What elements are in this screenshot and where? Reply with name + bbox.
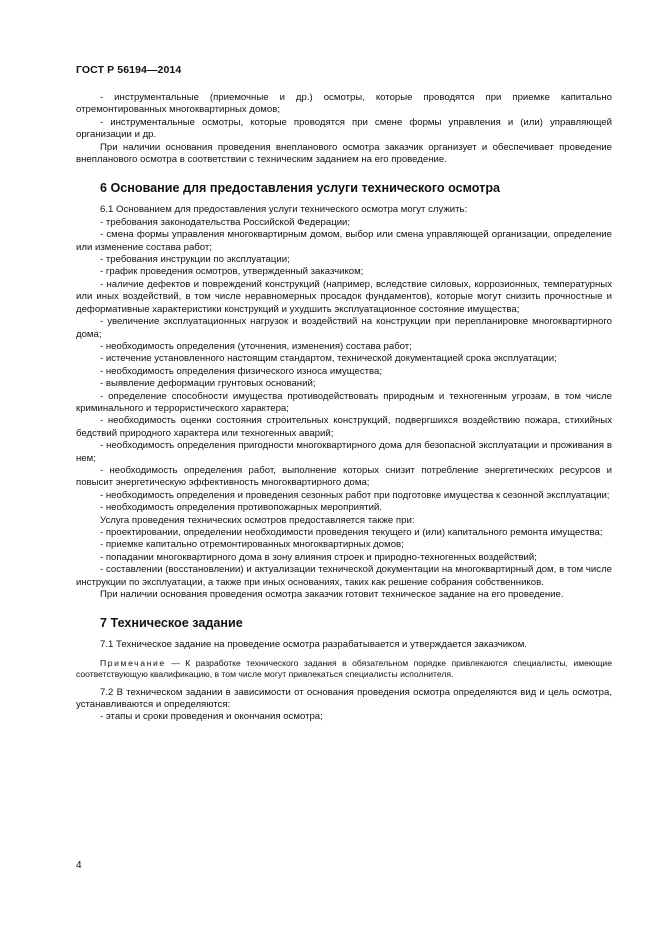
list-item: - требования законодательства Российской Федерации;	[100, 216, 351, 228]
note	[76, 658, 612, 681]
list-item: - необходимость определения работ, выполнение которых снизит потребление энергетических ресурсов и повысит энергетическую эффективность многоквартирного дома;	[76, 464, 612, 489]
list-item: - требования инструкции по эксплуатации;	[100, 254, 290, 266]
list-item: - попадании многоквартирного дома в зону влияния строек и природно-техногенных воздействий;	[100, 551, 537, 563]
document-header: ГОСТ Р 56194—2014	[76, 64, 182, 76]
list-item: - наличие дефектов и повреждений конструкций (например, вследствие силовых, коррозионных, температурных или иных воздействий, в том числе неравномерных просадок фундаментов), которые могут снизить прочностные и деформативные характеристики конструкций и ухудшить эксплуатационное состояние имущества;	[76, 278, 612, 315]
list-item: - составлении (восстановлении) и актуализации технической документации на многоквартирный дом, в том числе инструкции по эксплуатации, а также при иных основаниях, таких как решение собрания собственников.	[76, 564, 612, 588]
document-body	[76, 92, 612, 724]
list-item: - необходимость оценки состояния строительных конструкций, подвергшихся воздействию пожара, стихийных бедствий природного характера или техногенных аварий;	[76, 415, 612, 439]
list-item: - определение способности имущества противодействовать природным и техногенным угрозам, в том числе криминального и террористического характера;	[76, 390, 612, 414]
section-6-title: 6 Основание для предоставления услуги технического осмотра	[100, 181, 501, 196]
list-item: - необходимость определения пригодности многоквартирного дома для безопасной эксплуатации и проживания в нем;	[76, 440, 612, 464]
list-item: - увеличение эксплуатационных нагрузок и воздействий на конструкции при перепланировке многоквартирного дома;	[76, 316, 612, 340]
list-item: - выявление деформации грунтовых оснований;	[100, 378, 316, 390]
list-item: - необходимость определения и проведения сезонных работ при подготовке имущества к сезонной эксплуатации;	[100, 489, 610, 501]
intro-item: - инструментальные осмотры, которые проводятся при смене формы управления и (или) управляющей организации и др.	[76, 116, 612, 141]
intro-item: - инструментальные (приемочные и др.) осмотры, которые проводятся при приемке капитально отремонтированных многоквартирных домов;	[76, 92, 612, 116]
intro-paragraph: При наличии основания проведения внепланового осмотра заказчик организует и обеспечивает проведение внепланового осмотра в соответствии с техническим заданием на его проведение.	[76, 141, 612, 166]
section-7-paragraph-2: 7.2 В техническом задании в зависимости от основания проведения осмотра определяются вид и цель осмотра, устанавливаются и определяются:	[76, 686, 612, 711]
list-item: - проектировании, определении необходимости проведения текущего и (или) капитального ремонта имущества;	[100, 527, 603, 538]
list-item: - смена формы управления многоквартирным домом, выбор или смена управляющей организации, определение или изменение состава работ;	[76, 229, 612, 253]
section-6-closing: При наличии основания проведения осмотра заказчик готовит техническое задание на его проведение.	[100, 589, 564, 601]
section-7-paragraph-1: 7.1 Техническое задание на проведение осмотра разрабатывается и утверждается заказчиком.	[100, 639, 527, 651]
note-text: — К разработке технического задания в обязательном порядке привлекаются специалисты, имеющие соответствующую квалификацию, в том числе могут привлекаться специалисты исполнителя.	[76, 657, 612, 680]
list-item: - приемке капитально отремонтированных многоквартирных домов;	[100, 539, 404, 551]
list-item: - этапы и сроки проведения и окончания осмотра;	[100, 711, 323, 723]
list-item: - необходимость определения противопожарных мероприятий.	[100, 502, 382, 514]
section-6-lead: 6.1 Основанием для предоставления услуги технического осмотра могут служить:	[100, 204, 468, 216]
list-item: - необходимость определения физического износа имущества;	[100, 365, 383, 377]
section-6-lead-2: Услуга проведения технических осмотров предоставляется также при:	[100, 514, 415, 526]
list-item: - график проведения осмотров, утвержденный заказчиком;	[100, 266, 364, 278]
list-item: - истечение установленного настоящим стандартом, технической документацией срока эксплуатации;	[100, 353, 557, 365]
page-number: 4	[76, 860, 82, 871]
list-item: - необходимость определения (уточнения, изменения) состава работ;	[100, 340, 412, 352]
note-label: Примечание	[100, 657, 166, 668]
section-7-title: 7 Техническое задание	[100, 616, 243, 631]
